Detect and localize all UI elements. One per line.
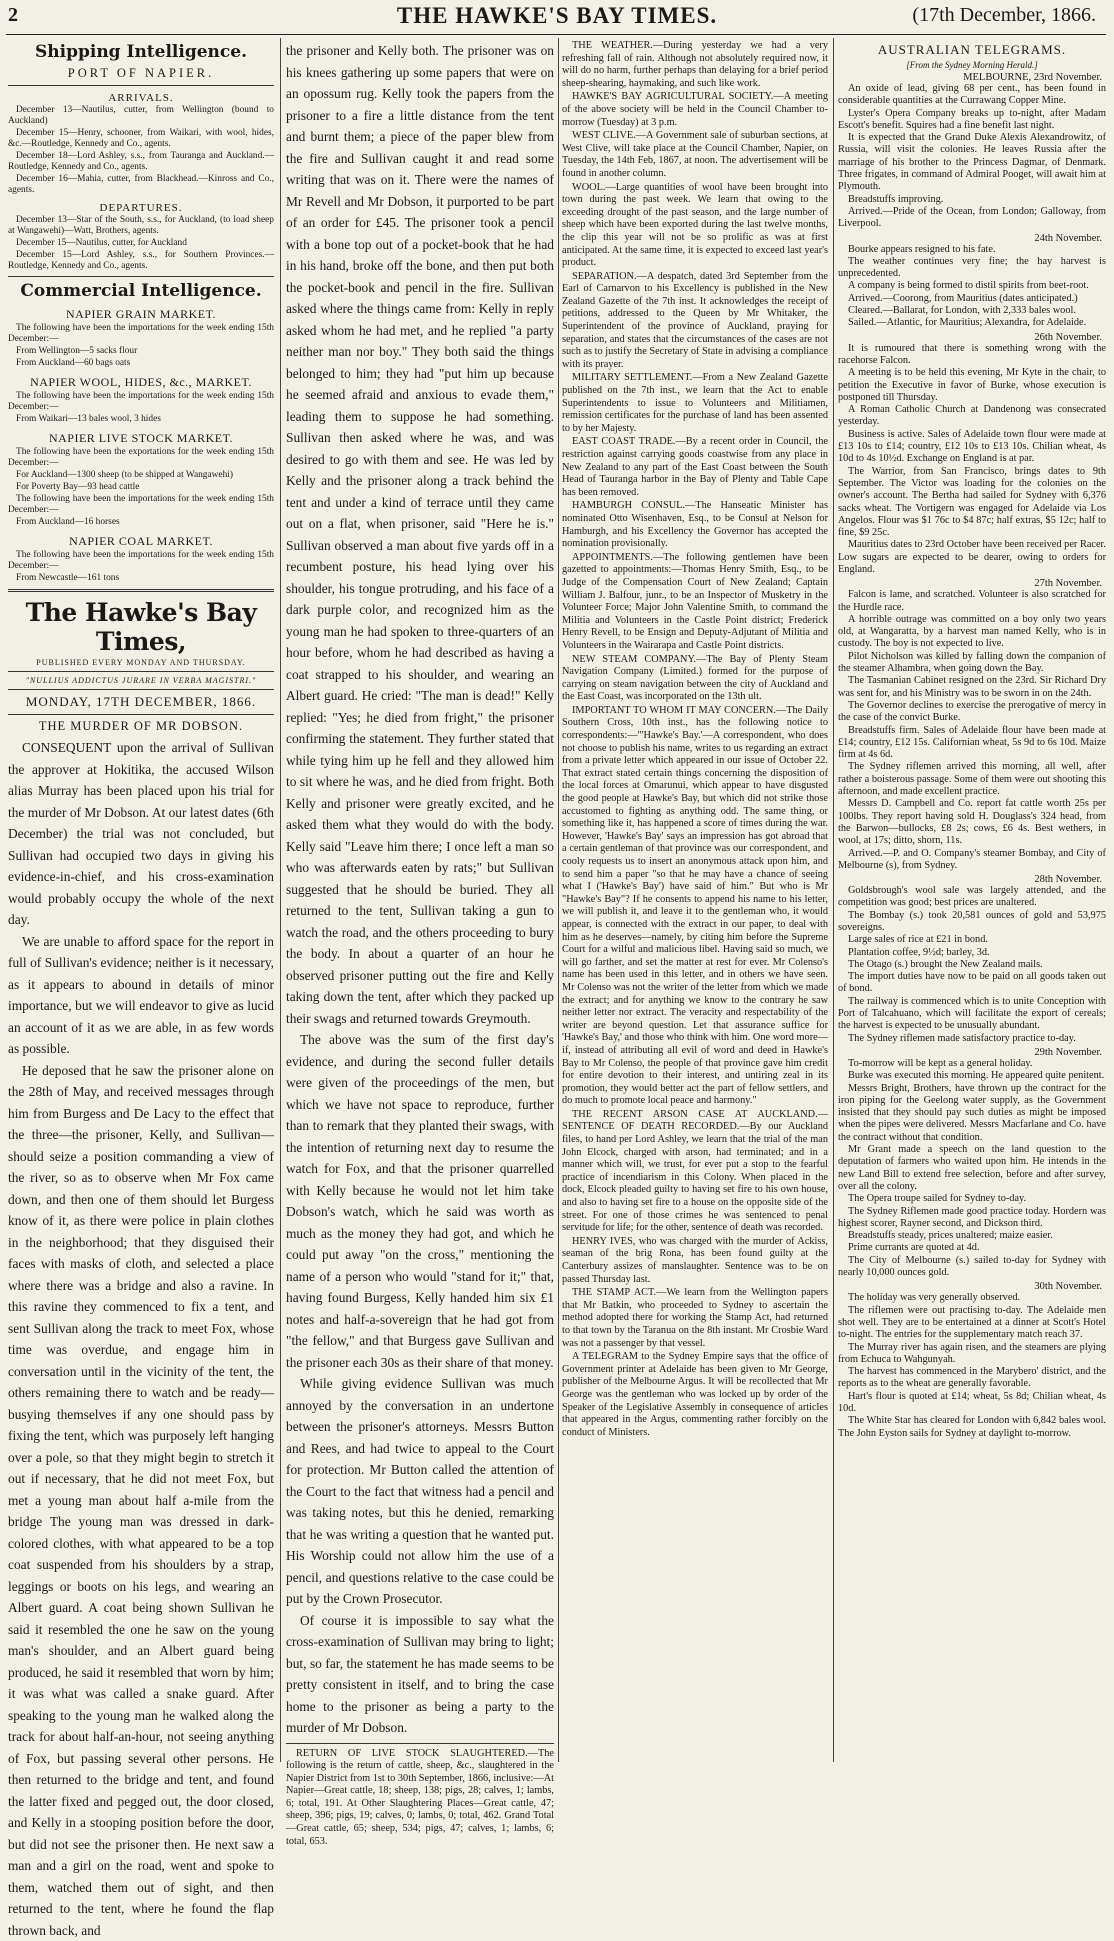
market-line: The following have been the importations for the week ending 15th December:— <box>8 323 274 345</box>
murder-article-part-1 <box>8 737 274 1941</box>
telegram-item: Messrs Bright, Brothers, have thrown up the contract for the iron piping for the Geelong water supply, as the Government insisted that they should pay such duties as might be imposed when the pipes were delivered. Messrs Macfarlane and Co. have the contract without that condition. <box>838 1083 1106 1144</box>
departure-entry: December 15—Nautilus, cutter, for Auckland <box>8 238 274 249</box>
article-paragraph: We are unable to afford space for the report in full of Sullivan's evidence; neither is it necessary, as it appears to abound in details of minor importance, but we will endeavor to give as lucid an account of it as we are able, in as few words as possible. <box>8 931 274 1060</box>
telegram-item: Bourke appears resigned to his fate. <box>838 244 1106 256</box>
telegram-item: It is expected that the Grand Duke Alexis Alexandrowitz, of Russia, will visit the colonies. He leaves Russia after the marriage of his brother to the Princess Dagmar, of Denmark. Three frigates, in command of Admiral Pooget, will await him at Plymouth. <box>838 132 1106 193</box>
departures-heading: DEPARTURES. <box>8 202 274 214</box>
article-paragraph: While giving evidence Sullivan was much annoyed by the conversation in an undertone between the prisoner's attorneys. Messrs Button and Rees, and had twice to appeal to the Court for protection. Mr Button called the attention of the Court to the fact that witness had a pencil and was taking notes, but this he denied, remarking that he was writing a question that he wanted put. His Worship could not allow him the use of a pencil, and questions relative to the case could be put by the Crown Prosecutor. <box>286 1373 554 1610</box>
telegram-item: The import duties have now to be paid on all goods taken out of bond. <box>838 971 1106 996</box>
telegram-date: 26th November. <box>838 332 1102 343</box>
arrival-entry: December 15—Henry, schooner, from Waikari, with wool, hides, &c.—Routledge, Kennedy and Co., agents. <box>8 128 274 150</box>
telegram-date: 28th November. <box>838 874 1102 885</box>
local-news <box>562 40 828 1439</box>
arrivals-list <box>8 105 274 196</box>
news-item: WEST CLIVE.—A Government sale of suburban sections, at West Clive, will take place at the Council Chamber, Napier, on Tuesday, the 14th Feb, 1867, at noon. The advertisement will be found in another column. <box>562 130 828 180</box>
telegram-item: To-morrow will be kept as a general holiday. <box>838 1058 1106 1070</box>
telegram-section <box>838 1047 1106 1279</box>
market-line: From Newcastle—161 tons <box>8 573 274 584</box>
telegram-item: The Warrior, from San Francisco, brings dates to 9th September. The Victor was loading for the colonies on the owner's account. The Bertha had sailed for Sydney with 6,376 sacks wheat. The Vortigern was engaged for Adelaide via Los Angelos. Flour was $1 76c to $4 87c; half extras, $5 12c; half to fine, $9 25c. <box>838 466 1106 540</box>
article-paragraph: CONSEQUENT upon the arrival of Sullivan the approver at Hokitika, the accused Wilson alias Murray has been placed upon his trial for the murder of Mr Dobson. At our latest dates (6th December) the trial was not concluded, but Sullivan had occupied two days in giving his evidence-in-chief, and his cross-examination would probably occupy the whole of the next day. <box>8 737 274 931</box>
telegram-item: The harvest has commenced in the Marybero' district, and the reports as to the wheat are generally favorable. <box>838 1366 1106 1391</box>
telegram-item: The Governor declines to exercise the prerogative of mercy in the case of the convict Burke. <box>838 700 1106 725</box>
news-item: THE WEATHER.—During yesterday we had a very refreshing fall of rain. Although not absolutely required now, it will do no harm, further perhaps than delaying for a brief period sheep-shearing, haymaking, and such like work. <box>562 40 828 90</box>
telegram-item: Goldsbrough's wool sale was largely attended, and the competition was good; best prices are unaltered. <box>838 885 1106 910</box>
telegram-item: The Sydney riflemen arrived this morning, all well, after rather a boisterous passage. Some of them were out shooting this afternoon, and made excellent practice. <box>838 761 1106 798</box>
market-line: For Auckland—1300 sheep (to be shipped at Wangawehi) <box>8 470 274 481</box>
arrival-entry: December 16—Mahia, cutter, from Blackhead.—Kinross and Co., agents. <box>8 174 274 196</box>
shipping-heading: Shipping Intelligence. <box>8 42 274 62</box>
column-rule <box>280 38 281 1762</box>
telegram-item: Mauritius dates to 23rd October have been received per Racer. Low sugars are expected to be dearer, owing to orders for England. <box>838 539 1106 576</box>
telegram-item: Mr Grant made a speech on the land question to the deputation of farmers who waited upon him. He intends in the new Land Bill to extend free selection, before and after survey, over all the colony. <box>838 1144 1106 1193</box>
masthead <box>0 0 1114 34</box>
australian-telegrams-heading: AUSTRALIAN TELEGRAMS. <box>838 42 1106 58</box>
market-title: NAPIER GRAIN MARKET. <box>8 307 274 322</box>
market-line: The following have been the importations for the week ending 15th December:— <box>8 550 274 572</box>
telegram-item: Messrs D. Campbell and Co. report fat cattle worth 25s per 100lbs. They report having sold H. Douglass's 324 head, from the Barwon—bullocks, £8 2s; cows, £6 4s. Best wethers, in wool, at 17s; ditto, shorn, 11s. <box>838 798 1106 847</box>
article-paragraph: The above was the sum of the first day's evidence, and during the second fuller details were given of the proceedings of the men, but which we have not space to reproduce, further than to remark that they planted their swags, with the intention of returning next day to resume the watch for Fox, and that the prisoner quarrelled with Kelly because he would not let him take Dobson's watch, which he said was worth as much as the money they had got, and which he could put away "on the cross," mentioning the name of a person who would "stand for it;" that, having found Burgess, Kelly handed him six £1 notes and half-a-sovereign that he had got from "the fellow," and that Burgess gave Sullivan and the prisoner each 30s as their share of that money. <box>286 1029 554 1373</box>
telegram-item: It is rumoured that there is something wrong with the racehorse Falcon. <box>838 343 1106 368</box>
divider <box>8 589 274 592</box>
arrivals-heading: ARRIVALS. <box>8 92 274 104</box>
market-wool <box>8 375 274 425</box>
market-line: From Auckland—60 bags oats <box>8 358 274 369</box>
market-line: From Auckland—16 horses <box>8 517 274 528</box>
telegram-item: The White Star has cleared for London with 6,842 bales wool. The John Eyston sails for Sydney at daylight to-morrow. <box>838 1415 1106 1440</box>
column-4 <box>838 40 1106 1760</box>
telegram-item: Business is active. Sales of Adelaide town flour were made at £13 10s to £14; country, £12 10s to £13 10s. Chilian wheat, 4s 10d to 4s 10½d. Exchange on England is at par. <box>838 429 1106 466</box>
issue-dateline: MONDAY, 17TH DECEMBER, 1866. <box>8 694 274 710</box>
news-item: WOOL.—Large quantities of wool have been brought into town during the past week. We learn that owing to the exceeding drought of the past season, and the large number of sheep which have been exported during the last twelve months, the clip this year will not be so prolific as was at first anticipated. At the same time, it is expected to exceed last year's product. <box>562 182 828 270</box>
telegram-item: The Sydney riflemen made satisfactory practice to-day. <box>838 1033 1106 1045</box>
news-item: APPOINTMENTS.—The following gentlemen have been gazetted to appointments:—Thomas Henry Smith, Esq., to be Judge of the Compensation Court of New Zealand; Captain William J. Balfour, junr., to be an Inspector of Musketry in the Volunteer Force; Major John Valentine Smith, to command the Militia and Volunteers in the Castle Point district; Frederick Henry Revell, to be Ensign and Deputy-Adjutant of Militia and Volunteers in the Wairarapa and Castle Point districts. <box>562 552 828 653</box>
column-rule <box>833 38 834 1762</box>
telegram-date: MELBOURNE, 23rd November. <box>838 72 1102 83</box>
news-item: A TELEGRAM to the Sydney Empire says that the office of Government printer at Adelaide has been given to Mr George, publisher of the Melbourne Argus. It will be recollected that Mr George was the gentleman who was locked up by order of the Speaker of the Legislative Assembly in consequence of articles that appeared in the Argus, commenting rather forcibly on the conduct of Ministers. <box>562 1351 828 1439</box>
departure-entry: December 13—Star of the South, s.s., for Auckland, (to load sheep at Wangawehi)—Watt, Brothers, agents. <box>8 215 274 237</box>
masthead-date: (17th December, 1866. <box>912 4 1096 27</box>
telegram-item: The weather continues very fine; the hay harvest is unprecedented. <box>838 256 1106 281</box>
telegram-item: Breadstuffs firm. Sales of Adelaide flour have been made at £14; country, £12 15s. Californian wheat, 5s 9d to 6s 10d. Maize firm at 4s 6d. <box>838 725 1106 762</box>
news-item: THE STAMP ACT.—We learn from the Wellington papers that Mr Batkin, who proceeded to Sydney to ascertain the method adopted there for working the Stamp Act, had returned to that town by the Taranua on the 8th instant. Mr Crosbie Ward was not a passenger by that vessel. <box>562 1287 828 1350</box>
telegram-item: A company is being formed to distil spirits from beet-root. <box>838 280 1106 292</box>
masthead-rule <box>6 34 1106 35</box>
telegram-section <box>838 874 1106 1045</box>
arrival-entry: December 13—Nautilus, cutter, from Wellington (bound to Auckland) <box>8 105 274 127</box>
telegram-item: Hart's flour is quoted at £14; wheat, 5s 8d; Chilian wheat, 4s 10d. <box>838 1391 1106 1416</box>
column-rule <box>558 38 559 1762</box>
divider <box>8 85 274 86</box>
telegram-item: The Tasmanian Cabinet resigned on the 23rd. Sir Richard Dry was sent for, and his Ministry was to be sworn in on the 24th. <box>838 675 1106 700</box>
telegram-item: Arrived.—Coorong, from Mauritius (dates anticipated.) <box>838 293 1106 305</box>
market-livestock <box>8 431 274 528</box>
telegram-section <box>838 1281 1106 1440</box>
telegram-item: Plantation coffee, 9½d; barley, 3d. <box>838 947 1106 959</box>
livestock-return: RETURN OF LIVE STOCK SLAUGHTERED.—The following is the return of cattle, sheep, &c., slaughtered in the Napier District from 1st to 30th September, 1866, inclusive:—At Napier—Great cattle, 18; sheep, 138; pigs, 28; calves, 1; lambs, 6; total, 191. At Other Slaughtering Places—Great cattle, 47; sheep, 396; pigs, 19; calves, 0; lambs, 0; total, 462. Grand Total—Great cattle, 65; sheep, 534; pigs, 47; calves, 1; lambs, 6; total, 653. <box>286 1748 554 1849</box>
commercial-heading: Commercial Intelligence. <box>8 281 274 301</box>
telegram-section <box>838 72 1106 231</box>
telegram-source: [From the Sydney Morning Herald.] <box>838 60 1106 70</box>
telegram-item: A meeting is to be held this evening, Mr Kyte in the chair, to petition the Executive in favor of Burke, whose execution is postponed till Thursday. <box>838 367 1106 404</box>
market-coal <box>8 534 274 584</box>
divider <box>8 671 274 672</box>
market-line: From Wellington—5 sacks flour <box>8 346 274 357</box>
market-grain <box>8 307 274 369</box>
divider <box>8 714 274 715</box>
divider <box>8 276 274 277</box>
market-title: NAPIER WOOL, HIDES, &c., MARKET. <box>8 375 274 390</box>
telegram-item: Arrived.—Pride of the Ocean, from London; Galloway, from Liverpool. <box>838 206 1106 231</box>
publication-schedule: PUBLISHED EVERY MONDAY AND THURSDAY. <box>8 658 274 667</box>
arrival-entry: December 18—Lord Ashley, s.s., from Tauranga and Auckland.—Routledge, Kennedy and Co., agents. <box>8 151 274 173</box>
news-item: HAWKE'S BAY AGRICULTURAL SOCIETY.—A meeting of the above society will be held in the Council Chamber to-morrow (Tuesday) at 3 p.m. <box>562 91 828 129</box>
telegram-item: The Sydney Riflemen made good practice today. Hordern was highest scorer, Rayner second, and Dickson third. <box>838 1206 1106 1231</box>
telegram-date: 27th November. <box>838 578 1102 589</box>
telegram-item: The Opera troupe sailed for Sydney to-day. <box>838 1193 1106 1205</box>
divider <box>286 1743 554 1744</box>
news-item: THE RECENT ARSON CASE AT AUCKLAND.—SENTENCE OF DEATH RECORDED.—By our Auckland files, to hand per Lord Ashley, we learn that the trial of the man John Elcock, charged with arson, had terminated; and in a manner which will, we trust, for ever put a stop to the fearful practice of incendiarism in this Colony. When placed in the dock, Elcock pleaded guilty to having set fire to his own house, and also to having set fire to a house on the opposite side of the street. For one of those crimes he was sentenced to penal servitude for life; for the other, sentence of death was recorded. <box>562 1109 828 1235</box>
market-line: The following have been the exportations for the week ending 15th December:— <box>8 447 274 469</box>
departure-entry: December 15—Lord Ashley, s.s., for Southern Provinces.—Routledge, Kennedy and Co., agents. <box>8 250 274 272</box>
news-item: NEW STEAM COMPANY.—The Bay of Plenty Steam Navigation Company (Limited.) formed for the purpose of carrying on steam navigation between the city of Auckland and the East Coast, was incorporated on the 13th ult. <box>562 654 828 704</box>
market-line: The following have been the importations for the week ending 15th December:— <box>8 494 274 516</box>
news-item: SEPARATION.—A despatch, dated 3rd September from the Earl of Carnarvon to his Excellency is published in the New Zealand Gazette of the 7th inst. It acknowledges the receipt of petitions, addressed to the Queen by Mr Whitaker, the Superintendent of the province of Auckland, praying for separation, and states that the circumstances of the cases are not such as to justify the Secretary of State in advising a compliance with its prayer. <box>562 271 828 372</box>
telegram-item: Breadstuffs steady, prices unaltered; maize easier. <box>838 1230 1106 1242</box>
telegram-item: Arrived.—P. and O. Company's steamer Bombay, and City of Melbourne (s), from Sydney. <box>838 848 1106 873</box>
telegram-item: Sailed.—Atlantic, for Mauritius; Alexandra, for Adelaide. <box>838 317 1106 329</box>
telegram-section <box>838 332 1106 577</box>
telegram-item: Lyster's Opera Company breaks up to-night, after Madam Escott's benefit. Squires had a fine benefit last night. <box>838 108 1106 133</box>
telegram-item: Burke was executed this morning. He appeared quite penitent. <box>838 1070 1106 1082</box>
newspaper-motto: "NULLIUS ADDICTUS JURARE IN VERBA MAGISTRI." <box>8 676 274 685</box>
market-line: From Waikari—13 bales wool, 3 hides <box>8 414 274 425</box>
article-paragraph: He deposed that he saw the prisoner alone on the 28th of May, and received messages through him from Burgess and De Lacy to the effect that the three—the prisoner, Kelly, and Sullivan—should seize a position commanding a view of the river, so as to observe when Mr Fox came down, and then one of them should let Burgess know of it, as there were police in plain clothes in the neighborhood; that they disguised their faces with masks of cloth, and selected a place where there was a bridge and also a ravine. In this ravine they commenced to fix a tent, and sent Sullivan along the track to meet Fox, whose time was overdue, and engage him in conversation until in the vicinity of the tent, the others remaining there to watch and be ready—busying themselves if any one should pass by fixing the tent, which was purposely left hanging over a pole, so that they might begin to stretch it out if necessary, that he did not meet Fox, but met a young man about half a-mile from the bridge The young man was dressed in dark-colored clothes, with what appeared to be a top coat suspended from his shoulders by a strap, leggings or boots on his legs, and wearing an Albert guard. A coat being shown Sullivan he said it resembled the one he saw on the young man's shoulder, and an Albert guard being produced, he said it resembled that worn by him; it was what was called a snake guard. After speaking to the young man he walked along the track for about half-an-hour, not seeing anything of Fox, but passing several other persons. He then returned to the bridge and tent, and found the latter fixed and pegged out, the door closed, and Kelly in a stooping position before the door, but did not see the prisoner then. He next saw a man and a girl on the road, went and spoke to them, watched them out of sight, and then returned to the tent, where he found the flap thrown back, and <box>8 1060 274 1941</box>
telegram-item: The riflemen were out practising to-day. The Adelaide men shot well. They are to be entertained at a dinner at Scott's Hotel to-night. The entries for the supplementary match reach 37. <box>838 1305 1106 1342</box>
departures-list <box>8 215 274 272</box>
news-item: HAMBURGH CONSUL.—The Hanseatic Minister has nominated Otto Wisenhaven, Esq., to be Consul at Nelson for Hamburgh, and his Excellency the Governor has accepted the nomination provisionally. <box>562 500 828 550</box>
murder-article-part-2 <box>286 40 554 1739</box>
telegram-item: The holiday was very generally observed. <box>838 1292 1106 1304</box>
news-item: HENRY IVES, who was charged with the murder of Ackiss, seaman of the brig Rona, has been found guilty at the Canterbury assizes of manslaughter. Sentence was to be on passed Thursday last. <box>562 1236 828 1286</box>
telegram-item: An oxide of lead, giving 68 per cent., has been found in considerable quantities at the Currawang Copper Mine. <box>838 83 1106 108</box>
news-item: EAST COAST TRADE.—By a recent order in Council, the restriction against carrying goods coastwise from any place in New Zealand to any part of the East Coast between the South Head of Tauranga harbor in the Bay of Plenty and Table Cape has been removed. <box>562 436 828 499</box>
telegram-item: A horrible outrage was committed on a boy only two years old, at Wangaratta, by a harvest man named Kelly, who is in custody. The boy is not expected to live. <box>838 614 1106 651</box>
telegram-item: Cleared.—Ballarat, for London, with 2,333 bales wool. <box>838 305 1106 317</box>
telegram-item: The Otago (s.) brought the New Zealand mails. <box>838 959 1106 971</box>
telegram-item: Large sales of rice at £21 in bond. <box>838 934 1106 946</box>
column-2 <box>286 40 554 1760</box>
market-line: For Poverty Bay—93 head cattle <box>8 482 274 493</box>
telegram-item: Falcon is lame, and scratched. Volunteer is also scratched for the Hurdle race. <box>838 589 1106 614</box>
telegram-date: 24th November. <box>838 233 1102 244</box>
telegram-date: 30th November. <box>838 1281 1102 1292</box>
column-1 <box>8 40 274 1760</box>
market-title: NAPIER LIVE STOCK MARKET. <box>8 431 274 446</box>
article-paragraph: Of course it is impossible to say what the cross-examination of Sullivan may bring to light; but, so far, the statement he has made seems to be pretty consistent in itself, and to bring the case home to the prisoner as being a party to the murder of Mr Dobson. <box>286 1610 554 1739</box>
telegram-item: A Roman Catholic Church at Dandenong was consecrated yesterday. <box>838 404 1106 429</box>
masthead-title: THE HAWKE'S BAY TIMES. <box>0 3 1114 29</box>
telegram-item: Breadstuffs improving. <box>838 194 1106 206</box>
telegram-item: Prime currants are quoted at 4d. <box>838 1242 1106 1254</box>
divider <box>8 689 274 690</box>
news-item: IMPORTANT TO WHOM IT MAY CONCERN.—The Daily Southern Cross, 10th inst., has the following notice to correspondents:—"'Hawke's Bay.'—A correspondent, who does not choose to publish his name, writes to us regarding an extract from a private letter which appeared in our issue of October 22. That extract stated certain things concerning the disposition of the local forces at Omarunui, which appear to have disgusted the good people at Hawke's Bay, but which did not strike those accustomed to fighting as anything odd. The same thing, or something like it, has happened a score of times during the war. However, 'Hawke's Bay' says an impression has got abroad that a certain gentleman of that province was our correspondent, and cooly requests us to insert an anonymous attack upon him, and to send him a paper "so that he may have a chance of seeing what I ('Hawke's Bay') have said of him." But who is Mr "Hawke's Bay"? If he consents to append his name to his letter, we will publish it, and leave it to the gentleman who, it would appear, is connected with the extract in our paper, to deal with him as he deserves—namely, by citing him before the Supreme Court for a wilful and malicious libel. Having said so much, we will go farther, and set the matter at rest for ever. Mr Colenso's name has been used in this letter, and in others we have seen. Mr Colenso was not the writer of the letter from which we made the extract; and for anything we know to the contrary he saw neither letter nor extract. The veracity and respectability of the writer are beyond question. Let that assurance suffice for 'Hawke's Bay,' and those who think with him. One word more—if, instead of attributing all evil of word and deed in Hawke's Bay to Mr Colenso, the people of that province gave him credit for entire devotion to their interest, and untiring zeal in its promotion, they would better act the part of fellow settlers, and do much to promote local peace and harmony." <box>562 705 828 1108</box>
market-line: The following have been the importations for the week ending 15th December:— <box>8 391 274 413</box>
port-heading: PORT OF NAPIER. <box>8 66 274 81</box>
news-item: MILITARY SETTLEMENT.—From a New Zealand Gazette published on the 7th inst., we learn that the Act to enable Superintendents to issue to Volunteers and Militiamen, remission certificates for the purchase of land has been assented to by her Majesty. <box>562 372 828 435</box>
page-number: 2 <box>8 4 18 27</box>
article-paragraph: the prisoner and Kelly both. The prisoner was on his knees gathering up some papers that were on an opossum rug. Kelly took the papers from the prisoner to a fire a little distance from the tent and burnt them; a piece of the paper blew from the fire and Sullivan caught it and read some writing that was on it. There were the names of Mr Revell and Mr Dobson, it purported to be part of an order for £45. The prisoner took a pencil with a bone top out of a pocket-book that he had in his hand, broke off the bone, and then put both the pocket-book and pencil in the fire. Sullivan asked where the things came from: Kelly in reply asked whom he had met, and he replied "a party neither man nor boy." They both said the things belonged to him; they had "put him up because he seemed afraid and anxious to evade them," leading them to suppose he had something. Sullivan then asked where he was, and was desired to go with them and see. He was led by Kelly and the prisoner along a track behind the tent and under a kind of terrace until they came out on a flat, when prisoner, said "Here he is." Sullivan observed a man about five yards off in a recumbent posture, his head lying over his shoulder, his tongue protruding, and his face of a dark purple color, and recognized him as the young man he had spoken to three-quarters of an hour before, whom he had described as having a coat strapped to his shoulder, and wearing an Albert guard. He cried: "The man is dead!" Kelly replied: "Yes; he died from fright," the prisoner confirming the statement. They further stated that while tying him up he fell and they allowed him to sit where he was, and he died from fright. Both Kelly and prisoner were greatly excited, and he asked them what they would do with the body. Kelly said "Leave him there; I once left a man so who was afterwards eaten by rats;" but Sullivan suggested that he should be buried. They all returned to the tent, Sullivan taking a gun to watch the road, and the others proceeding to bury the body. In about a quarter of an hour he observed prisoner putting out the fire and Kelly taking down the tent, after which they packed up their swags and returned towards Greymouth. <box>286 40 554 1029</box>
telegram-section <box>838 578 1106 872</box>
telegram-date: 29th November. <box>838 1047 1102 1058</box>
telegram-item: The railway is commenced which is to unite Conception with Port of Talcahuano, which will facilitate the export of cereals; the harvest is expected to be unusually abundant. <box>838 996 1106 1033</box>
murder-article-heading: THE MURDER OF MR DOBSON. <box>8 719 274 734</box>
telegram-section <box>838 233 1106 330</box>
newspaper-nameplate: The Hawke's Bay Times, <box>8 598 274 656</box>
column-3 <box>562 40 828 1760</box>
telegram-item: The City of Melbourne (s.) sailed to-day for Sydney with nearly 10,000 ounces gold. <box>838 1255 1106 1280</box>
telegram-item: The Murray river has again risen, and the steamers are plying from Echuca to Wahgunyah. <box>838 1342 1106 1367</box>
telegram-item: Pilot Nicholson was killed by falling down the companion of the steamer Alhambra, when going down the Bay. <box>838 651 1106 676</box>
market-title: NAPIER COAL MARKET. <box>8 534 274 549</box>
telegram-item: The Bombay (s.) took 20,581 ounces of gold and 53,975 sovereigns. <box>838 910 1106 935</box>
